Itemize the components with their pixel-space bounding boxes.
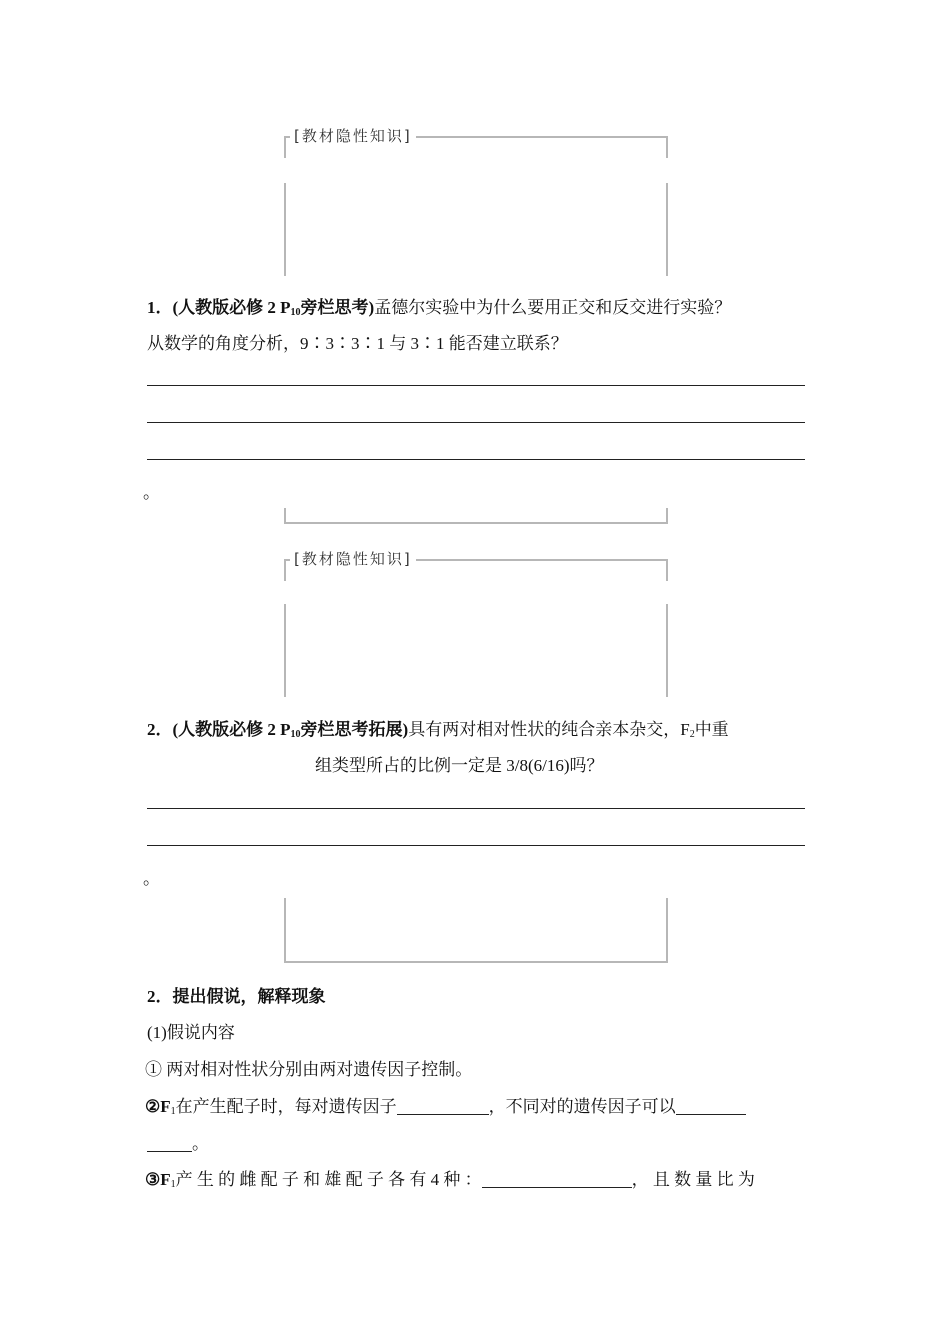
question-source: (人教版必修 2 $P_{10}$旁栏思考) bbox=[172, 298, 375, 318]
question-2-line-2: 组类型所占的比例一定是 3/8(6/16)吗？ bbox=[315, 756, 604, 775]
question-1-line-1 bbox=[147, 296, 731, 325]
answer-line[interactable] bbox=[147, 459, 805, 460]
knowledge-frame-sides bbox=[284, 183, 668, 276]
knowledge-frame-bottom bbox=[284, 898, 668, 963]
answer-line[interactable] bbox=[147, 385, 805, 386]
hypothesis-item-3: $③F_1$产 生 的 雌 配 子 和 雄 配 子 各 有 4 种 ： ， 且 数 量 比 为 bbox=[145, 1170, 755, 1190]
section-subheading: (1)假说内容 bbox=[147, 1023, 235, 1042]
knowledge-frame-bottom bbox=[284, 508, 668, 524]
answer-line[interactable] bbox=[147, 422, 805, 423]
end-mark: 。 bbox=[143, 869, 160, 888]
knowledge-frame-sides bbox=[284, 604, 668, 697]
hypothesis-item-2-continued: 。 bbox=[147, 1132, 209, 1156]
answer-line[interactable] bbox=[147, 808, 805, 809]
frame-label: [教材隐性知识] bbox=[290, 126, 416, 146]
frame-label: [教材隐性知识] bbox=[290, 549, 416, 569]
section-heading: 2．提出假说，解释现象 bbox=[147, 987, 326, 1006]
answer-line[interactable] bbox=[147, 845, 805, 846]
question-2-line-1 bbox=[147, 718, 729, 747]
fill-blank[interactable] bbox=[482, 1169, 632, 1188]
question-source: (人教版必修 2 $P_{10}$旁栏思考拓展) bbox=[172, 720, 409, 740]
question-text: 孟德尔实验中为什么要用正交和反交进行实验？ bbox=[374, 298, 732, 317]
hypothesis-item-2: $②F_1$在产生配子时，每对遗传因子 ，不同对的遗传因子可以 bbox=[145, 1095, 746, 1124]
fill-blank[interactable] bbox=[397, 1096, 489, 1115]
fill-blank[interactable] bbox=[676, 1096, 746, 1115]
question-text: 具有两对相对性状的纯合亲本杂交，$F_2$中重 bbox=[408, 720, 729, 740]
end-mark: 。 bbox=[143, 483, 160, 502]
question-number: 2． bbox=[147, 720, 173, 739]
hypothesis-item-1: ① 两对相对性状分别由两对遗传因子控制。 bbox=[145, 1060, 473, 1079]
question-number: 1． bbox=[147, 298, 173, 317]
fill-blank[interactable] bbox=[147, 1133, 192, 1152]
question-1-line-2: 从数学的角度分析，9∶3∶3∶1 与 3∶1 能否建立联系？ bbox=[147, 334, 568, 353]
